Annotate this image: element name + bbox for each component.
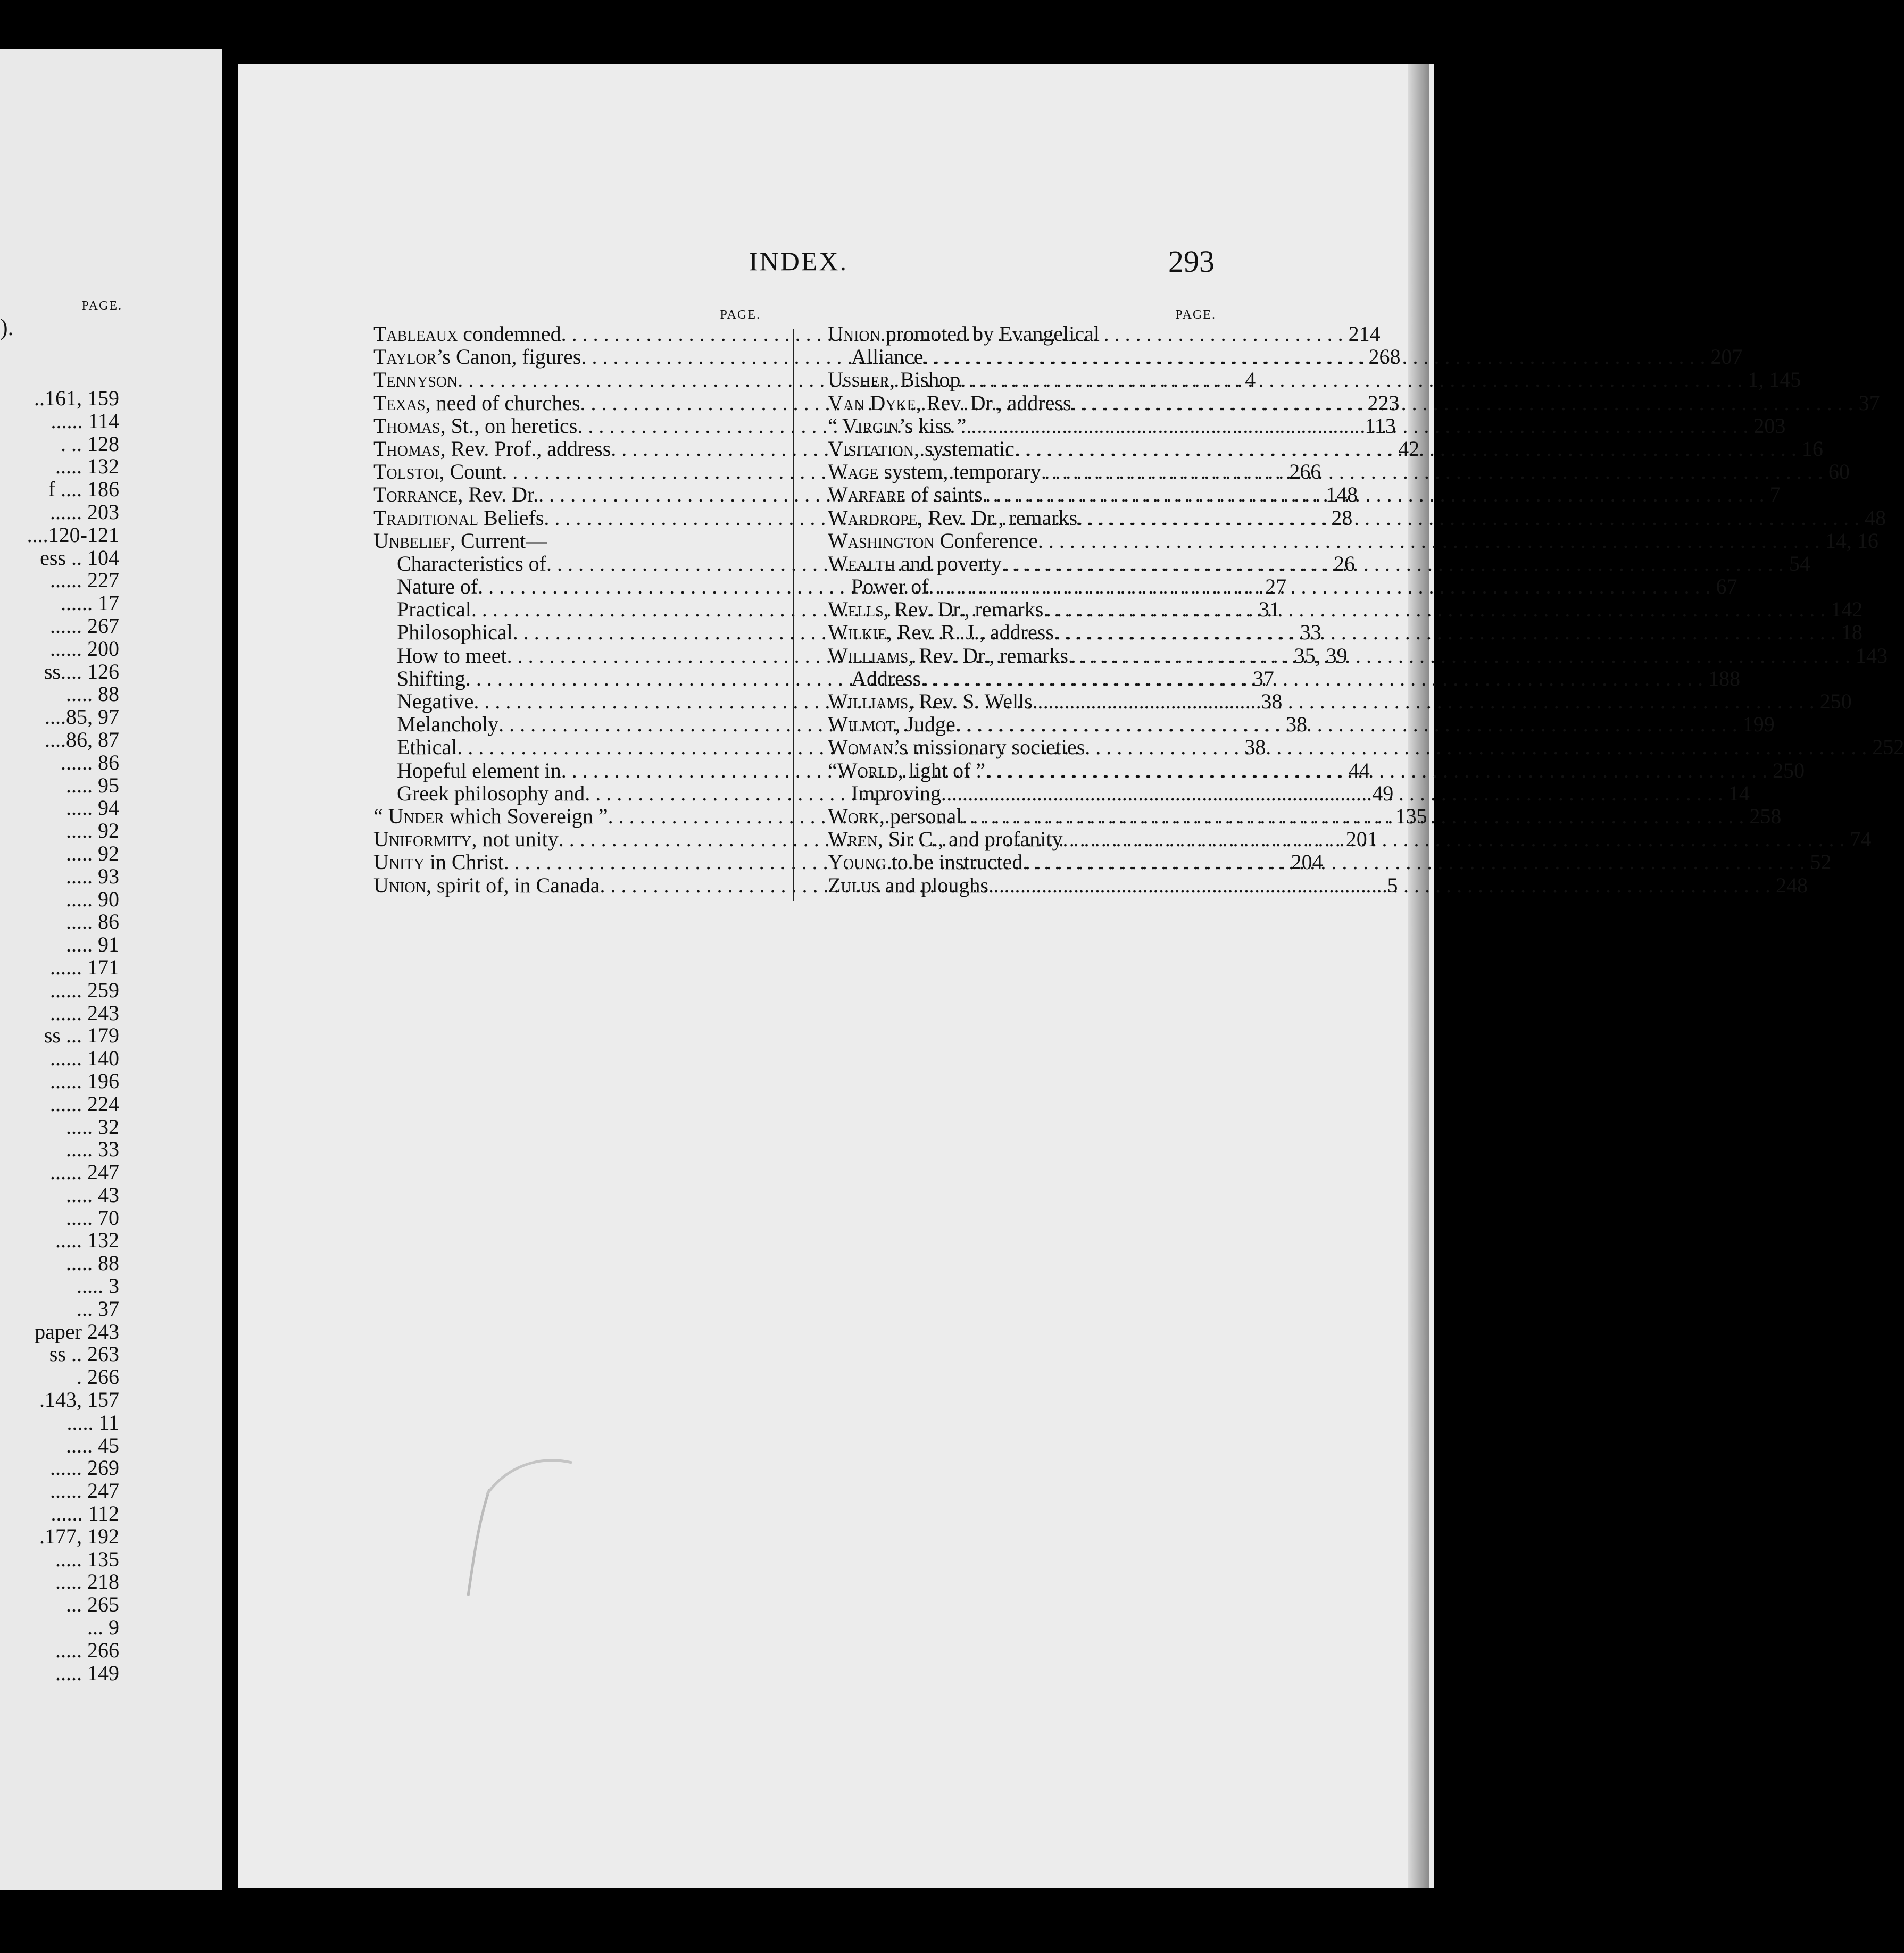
page-reference: 250 [1819, 689, 1852, 713]
facing-page-entry: ..... 33 [66, 1137, 119, 1162]
entry-headword: Warfare [828, 482, 906, 507]
page-reference: 26 [1334, 551, 1355, 575]
entry-text: Philosophical [397, 620, 513, 645]
entry-text: , Rev. R. J., address [886, 620, 1054, 645]
page-reference: 37 [1858, 390, 1880, 415]
entry-text: which Sovereign ” [444, 804, 608, 828]
entry-text: , Rev. Dr. [458, 482, 539, 507]
entry-label [828, 828, 1063, 850]
entry-text: , Sir C., and profanity [877, 827, 1063, 852]
dot-leader [1015, 437, 1797, 460]
dot-leader [1054, 621, 1836, 644]
facing-page-entry: ...... 200 [50, 636, 119, 661]
entry-headword: Wealth [828, 551, 895, 575]
entry-text: , Rev. S. Wells [908, 689, 1033, 713]
entry-label [373, 575, 478, 598]
entry-headword: Work [828, 804, 879, 828]
facing-page-entry: ..... 91 [66, 932, 119, 957]
entry-text: , light of ” [897, 758, 986, 782]
facing-page-entry: .143, 157 [39, 1388, 119, 1412]
index-entry [828, 322, 1216, 345]
entry-label [828, 621, 1054, 644]
facing-page-entry: ..161, 159 [34, 386, 119, 410]
entry-text: , Rev. Prof., address [440, 436, 611, 461]
page-reference: 203 [1753, 413, 1786, 438]
entry-label [828, 805, 962, 828]
entry-text: and poverty [895, 551, 1002, 575]
entry-label [373, 460, 502, 483]
entry-label [373, 828, 559, 850]
dot-leader [1085, 736, 1867, 758]
entry-label [373, 667, 465, 690]
column-divider [793, 329, 794, 901]
facing-page-entry: f .... 186 [48, 477, 119, 502]
entry-text: ’s missionary societies [893, 735, 1085, 760]
entry-text: Conference [934, 528, 1038, 553]
facing-page-entry: ..... 88 [66, 1251, 119, 1275]
entry-text: , spirit of, in Canada [426, 873, 600, 897]
facing-page-entry: ...... 114 [51, 408, 119, 433]
facing-page-entry: ss ... 179 [44, 1023, 119, 1048]
facing-page-entry: ...... 247 [50, 1479, 119, 1503]
entry-label [828, 506, 1077, 529]
facing-page-entry: ...... 247 [50, 1160, 119, 1184]
entry-text: , St., on heretics [440, 413, 578, 438]
entry-headword: Uniformity [373, 827, 472, 852]
facing-page-heading-fragment: ). [0, 314, 14, 340]
entry-headword: Thomas [373, 436, 440, 461]
page-reference: 258 [1749, 804, 1782, 828]
entry-headword: Young [828, 850, 886, 874]
entry-label [373, 805, 608, 828]
entry-label [373, 644, 507, 667]
page-reference: 207 [1710, 345, 1743, 369]
facing-page-entry: . .. 128 [61, 431, 119, 456]
facing-page-entry: ..... 149 [55, 1660, 119, 1685]
facing-page-entry: ..... 93 [66, 864, 119, 888]
entry-headword: Wage [828, 460, 879, 484]
entry-label [373, 345, 581, 368]
facing-page-entry: ....85, 97 [45, 705, 119, 729]
entry-label [373, 759, 561, 782]
entry-headword: Woman [828, 735, 894, 760]
facing-page-entry: ....86, 87 [45, 727, 119, 752]
entry-headword: Traditional [373, 505, 479, 530]
page-reference: 4 [1245, 368, 1256, 392]
entry-label [828, 345, 924, 368]
dot-leader [1033, 690, 1815, 713]
dot-leader [1041, 460, 1823, 483]
entry-label [828, 368, 960, 391]
entry-label [373, 713, 498, 736]
running-head: INDEX. [749, 246, 849, 276]
entry-headword: Wren [828, 827, 878, 852]
page-reference: 268 [1368, 345, 1401, 369]
entry-text: Nature of [397, 574, 478, 599]
entry-label [828, 874, 988, 897]
facing-page-entry: ...... 17 [61, 591, 119, 615]
entry-text: , Bishop [889, 368, 961, 392]
facing-page-entry: ..... 11 [66, 1410, 119, 1434]
entry-text: , Count [439, 460, 502, 484]
entry-text: ’s kiss ” [899, 413, 967, 438]
entry-label [828, 598, 1043, 621]
page-reference: 14 [1728, 781, 1750, 805]
page-reference: 1, 145 [1748, 368, 1801, 392]
entry-text: , Current— [450, 528, 547, 553]
facing-page-entry: ..... 92 [66, 819, 119, 843]
facing-page-entry: ... 265 [66, 1592, 119, 1617]
entry-label [828, 713, 955, 736]
page-reference: 42 [1398, 436, 1420, 461]
entry-headword: “ Virgin [828, 413, 899, 438]
entry-text: Negative [397, 689, 474, 713]
dot-leader [1022, 850, 1805, 873]
page-reference: 48 [1865, 505, 1886, 530]
pencil-mark [458, 1457, 585, 1601]
entry-label [828, 690, 1033, 713]
entry-label [373, 874, 600, 897]
entry-label [828, 782, 941, 805]
dot-leader [966, 414, 1748, 437]
entry-text: Greek philosophy and [397, 781, 585, 805]
entry-text: ’s Canon, figures [436, 345, 581, 369]
entry-text: Practical [397, 597, 471, 622]
entry-headword: Union [828, 322, 880, 346]
page-reference: 142 [1831, 597, 1863, 622]
page-reference: 16 [1801, 436, 1823, 461]
dot-leader [1071, 391, 1853, 414]
page-reference: 49 [1372, 781, 1394, 805]
page-reference: 18 [1841, 620, 1863, 645]
entry-headword: Unbelief [373, 528, 450, 553]
entry-label [828, 460, 1041, 483]
entry-headword: Ussher [828, 368, 890, 392]
entry-label [373, 598, 471, 621]
index-entry [828, 873, 1808, 897]
dot-leader [929, 575, 1711, 598]
facing-page-entry: ..... 135 [55, 1547, 119, 1571]
entry-label [373, 850, 504, 873]
entry-text: How to meet [397, 643, 507, 667]
facing-page-entry: ..... 92 [66, 841, 119, 865]
facing-page-fragment [0, 49, 222, 1890]
entry-text: of saints [905, 482, 983, 507]
entry-text: Improving [851, 781, 941, 805]
entry-headword: Texas [373, 390, 426, 415]
column-label: PAGE. [720, 308, 761, 322]
entry-headword: “ Under [373, 804, 444, 828]
facing-page-entry: ...... 224 [50, 1091, 119, 1116]
facing-page-entry: ..... 3 [77, 1274, 119, 1298]
entry-label [373, 736, 457, 758]
index-entry [373, 529, 761, 552]
entry-text: , systematic [913, 436, 1015, 461]
dot-leader [960, 368, 1742, 391]
entry-text: promoted by Evangelical [880, 322, 1100, 346]
entry-headword: Van Dyke [828, 390, 916, 415]
entry-label [373, 552, 546, 575]
page-reference: 188 [1708, 666, 1741, 690]
page-reference: 44 [1348, 758, 1370, 782]
dot-leader [1002, 552, 1784, 575]
facing-page-entry: ess .. 104 [40, 545, 119, 570]
facing-page-entry: ...... 86 [61, 750, 119, 774]
entry-label [828, 667, 921, 690]
entry-label [828, 644, 1068, 667]
page-reference: 28 [1331, 505, 1353, 530]
facing-page-entry: ....120-121 [27, 522, 119, 547]
page-reference: 14, 16 [1825, 528, 1878, 553]
entry-headword: Torrance [373, 482, 458, 507]
entry-label [373, 414, 577, 437]
page-reference: 223 [1367, 390, 1400, 415]
facing-page-entries [0, 387, 119, 1684]
entry-headword: Union [373, 873, 426, 897]
facing-page-entry: ..... 218 [55, 1570, 119, 1594]
page-reference: 35, 39 [1294, 643, 1348, 667]
entry-text: Beliefs [478, 505, 544, 530]
entry-headword: Visitation [828, 436, 914, 461]
entry-text: , not unity [471, 827, 559, 852]
entry-label [828, 552, 1002, 575]
entry-headword: Zulus [828, 873, 880, 897]
facing-page-entry: ..... 90 [66, 887, 119, 911]
dot-leader [985, 759, 1767, 782]
entry-label [373, 621, 513, 644]
entry-text: Address [851, 666, 921, 690]
dot-leader [1077, 506, 1859, 529]
entry-headword: Washington [828, 528, 935, 553]
entry-text: system, temporary [878, 460, 1041, 484]
entry-label [828, 483, 983, 506]
dot-leader [983, 483, 1765, 506]
entry-text: Shifting [397, 666, 465, 690]
entry-text: Power of [851, 574, 929, 599]
facing-page-entry: ..... 88 [66, 682, 119, 706]
facing-page-entry: ...... 269 [50, 1456, 119, 1480]
entry-label [373, 368, 458, 391]
page-number: 293 [1168, 244, 1215, 279]
entry-headword: Williams [828, 643, 909, 667]
page-reference: 52 [1810, 850, 1832, 874]
facing-page-entry: ..... 132 [55, 1228, 119, 1253]
page-edge-shadow [1408, 64, 1429, 1888]
page-reference: 60 [1828, 460, 1850, 484]
entry-headword: Wilmot [828, 712, 895, 737]
entry-label [373, 529, 547, 552]
facing-page-entry: ..... 32 [66, 1114, 119, 1139]
facing-page-entry: ...... 140 [50, 1046, 119, 1071]
page-reference: 27 [1265, 574, 1287, 599]
page-reference: 31 [1258, 597, 1280, 622]
facing-page-column-label: PAGE. [81, 299, 122, 313]
entry-headword: Tennyson [373, 368, 458, 392]
page-reference: 113 [1365, 413, 1396, 438]
page-reference: 248 [1776, 873, 1808, 897]
entry-label [373, 506, 544, 529]
entry-label [373, 322, 561, 345]
facing-page-entry: ..... 94 [66, 796, 119, 820]
entry-text: , Rev. Dr., address [916, 390, 1071, 415]
facing-page-entry: ..... 95 [66, 773, 119, 797]
facing-page-entry: ...... 267 [50, 613, 119, 638]
entry-headword: “World [828, 758, 898, 782]
index-entry [828, 528, 1878, 553]
entry-text: Melancholy [397, 712, 499, 737]
page-gutter [222, 43, 238, 1899]
facing-page-entry: ... 9 [87, 1615, 119, 1640]
entry-text: condemned [458, 322, 561, 346]
page-reference: 37 [1252, 666, 1274, 690]
entry-text: in Christ [424, 850, 504, 874]
entry-headword: Tolstoi [373, 460, 439, 484]
page-reference: 201 [1345, 827, 1378, 852]
entry-headword: Taylor [373, 345, 437, 369]
entry-label [828, 850, 1022, 873]
page-reference: 74 [1850, 827, 1872, 852]
entry-label [828, 391, 1071, 414]
facing-page-entry: ...... 196 [50, 1069, 119, 1093]
entry-label [828, 437, 1015, 460]
entry-headword: Wells [828, 597, 884, 622]
facing-page-entry: ss .. 263 [49, 1342, 119, 1366]
page-reference: 250 [1773, 758, 1805, 782]
page-reference: 33 [1300, 620, 1321, 645]
page-reference: 38 [1261, 689, 1283, 713]
entry-label [373, 483, 538, 506]
facing-page-entry: .177, 192 [39, 1524, 119, 1548]
dot-leader [1063, 828, 1845, 850]
entry-text: and ploughs [879, 873, 988, 897]
entry-headword: Wardrope [828, 505, 918, 530]
dot-leader [962, 805, 1744, 828]
facing-page-entry: ss.... 126 [44, 659, 119, 683]
facing-page-entry: ..... 132 [55, 454, 119, 479]
page-reference: 148 [1326, 482, 1358, 507]
entry-text: Characteristics of [397, 551, 546, 575]
dot-leader [921, 667, 1703, 690]
page-reference: 252 [1872, 735, 1904, 760]
facing-page-entry: ..... 86 [66, 909, 119, 934]
dot-leader [988, 874, 1770, 897]
entry-label [373, 437, 611, 460]
entry-label [828, 575, 929, 598]
page-reference: 199 [1742, 712, 1775, 737]
dot-leader [1068, 644, 1850, 667]
facing-page-entry: ..... 266 [55, 1638, 119, 1662]
facing-page-entry: ..... 70 [66, 1205, 119, 1230]
page-reference: 135 [1395, 804, 1427, 828]
entry-text: , Rev. Dr., remarks [908, 643, 1068, 667]
facing-page-entry: ... 37 [77, 1296, 119, 1321]
facing-page-entry: ...... 259 [50, 978, 119, 1002]
facing-page-entry: ...... 243 [50, 1000, 119, 1025]
entry-text: , personal [879, 804, 962, 828]
dot-leader [955, 713, 1737, 736]
entry-label [828, 529, 1038, 552]
dot-leader [1043, 598, 1825, 621]
index-entry [828, 368, 1801, 392]
entry-headword: Wilkie [828, 620, 887, 645]
page-reference: 7 [1769, 482, 1781, 507]
dot-leader [941, 782, 1723, 805]
entry-text: , Rev. Dr., remarks [917, 505, 1078, 530]
page-reference: 38 [1244, 735, 1266, 760]
entry-label [373, 391, 580, 414]
facing-page-entry: ...... 171 [50, 955, 119, 979]
entry-headword: Unity [373, 850, 425, 874]
entry-headword: Thomas [373, 413, 440, 438]
entry-label [828, 759, 985, 782]
page-reference: 5 [1387, 873, 1398, 897]
entry-label [828, 322, 1100, 345]
page-reference: 67 [1716, 574, 1737, 599]
entry-text: Alliance [851, 345, 924, 369]
dot-leader [924, 345, 1706, 368]
facing-page-entry: paper 243 [35, 1319, 119, 1343]
page-reference: 38 [1286, 712, 1308, 737]
entry-label [373, 690, 473, 713]
page-reference: 266 [1289, 460, 1321, 484]
facing-page-entry: ...... 203 [50, 499, 119, 524]
entry-text: , Judge [895, 712, 955, 737]
facing-page-entry: ..... 45 [66, 1433, 119, 1457]
page-reference: 54 [1789, 551, 1810, 575]
facing-page-entry: ...... 227 [50, 568, 119, 592]
entry-headword: Williams [828, 689, 909, 713]
entry-label [828, 414, 966, 437]
facing-page-entry: . 266 [77, 1365, 119, 1389]
facing-page-entry: ..... 43 [66, 1182, 119, 1207]
entry-text: , need of churches [425, 390, 580, 415]
page-reference: 204 [1291, 850, 1323, 874]
entry-text: Hopeful element in [397, 758, 561, 782]
page-reference: 143 [1855, 643, 1888, 667]
entry-text: to be instructed [886, 850, 1023, 874]
entry-label [373, 782, 585, 805]
page-reference: 214 [1348, 322, 1381, 346]
entry-label [828, 736, 1085, 758]
entry-text: Ethical [397, 735, 458, 760]
facing-page-entry: ...... 112 [51, 1501, 119, 1526]
entry-text: , Rev. Dr., remarks [883, 597, 1044, 622]
column-label: PAGE. [1175, 308, 1216, 322]
entry-headword: Tableaux [373, 322, 458, 346]
dot-leader [1038, 529, 1820, 552]
